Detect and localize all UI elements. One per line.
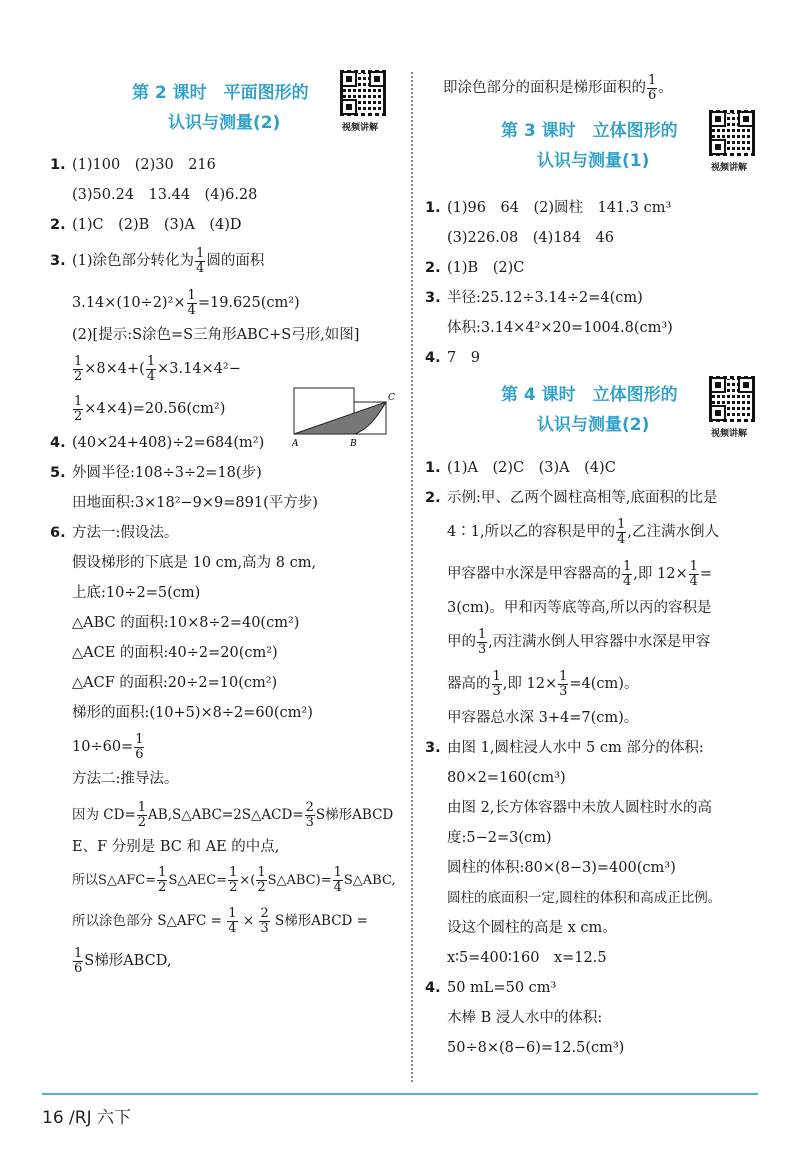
answer-line: 4∶1,所以乙的容积是甲的 $\frac{1}{4}$ ,乙注满水倒人	[447, 516, 719, 547]
answer-line: 1. (1)100 (2)30 216	[50, 157, 216, 173]
answer-line: E、F 分别是 BC 和 AE 的中点,	[72, 839, 280, 855]
answer-line: x∶5=400∶160 x=12.5	[447, 950, 607, 966]
answer-line: $\frac{1}{2}$ ×4×4)=20.56(cm²)	[74, 393, 226, 424]
answer-line: 5. 外圆半径:108÷3÷2=18(步)	[50, 465, 262, 481]
answer-line: 所以S△AFC= $\frac{1}{2}$ S△AEC= $\frac{1}{2}$ ×( $\frac{1}{2}$ S△ABC)= $\frac{1}{4}$ S△ABC,	[72, 865, 396, 895]
answer-line: 度:5−2=3(cm)	[447, 830, 552, 846]
answer-line: 2. 示例:甲、乙两个圆柱高相等,底面积的比是	[425, 490, 718, 506]
qr-label: 视频讲解	[711, 163, 748, 173]
answer-line: 甲的 $\frac{1}{3}$ ,丙注满水倒人甲容器中水深是甲容	[447, 626, 711, 657]
column-divider	[411, 72, 413, 1082]
answer-line: 甲容器中水深是甲容器高的 $\frac{1}{4}$ ,即 12× $\frac{1}{4}$ =	[447, 558, 713, 589]
answer-line: △ACF 的面积:20÷2=10(cm²)	[72, 675, 278, 691]
answer-line: △ABC 的面积:10×8÷2=40(cm²)	[72, 615, 300, 631]
left-column	[50, 60, 402, 979]
answer-line: 1. (1)96 64 (2)圆柱 141.3 cm³	[425, 200, 672, 216]
footer-rule	[42, 1093, 758, 1095]
answer-line: 由图 2,长方体容器中未放人圆柱时水的高	[447, 800, 712, 816]
answer-line: 10÷60= $\frac{1}{6}$	[72, 731, 144, 762]
lesson-2-header	[50, 60, 402, 155]
answer-line: 上底:10÷2=5(cm)	[72, 585, 201, 601]
shaded-region	[294, 402, 386, 434]
lesson-title-line2: 认识与测量(2)	[537, 415, 650, 435]
answer-line: 器高的 $\frac{1}{3}$ ,即 12× $\frac{1}{3}$ =4(cm)。	[447, 668, 639, 699]
answer-line: 因为 CD= $\frac{1}{2}$ AB,S△ABC=2S△ACD= $\frac{2}{3}$ S梯形ABCD	[72, 800, 394, 830]
answer-line: 圆柱的底面积一定,圆柱的体积和高成正比例。	[447, 890, 722, 906]
page-footer: 16 /RJ 六下	[42, 1108, 131, 1128]
answer-line: 体积:3.14×4²×20=1004.8(cm³)	[447, 320, 673, 336]
answer-line: 50÷8×(8−6)=12.5(cm³)	[447, 1040, 625, 1056]
answer-line: 木棒 B 浸人水中的体积:	[447, 1010, 603, 1026]
answer-line: △ACE 的面积:40÷2=20(cm²)	[72, 645, 278, 661]
answer-line: 圆柱的体积:80×(8−3)=400(cm³)	[447, 860, 676, 876]
qr-code-icon[interactable]	[709, 376, 755, 422]
answer-line: 4. 7 9	[425, 350, 480, 366]
answer-line: $\frac{1}{2}$ ×8×4+( $\frac{1}{4}$ ×3.14×4²−	[74, 353, 241, 384]
answer-line: 3.14×(10÷2)²× $\frac{1}{4}$ =19.625(cm²)	[72, 287, 300, 318]
qr-label: 视频讲解	[711, 429, 748, 439]
answer-line: 4. 50 mL=50 cm³	[425, 980, 557, 996]
point-b-label: B	[350, 439, 357, 448]
answer-line: (3)226.08 (4)184 46	[447, 230, 614, 246]
answer-line: 3. 半径:25.12÷3.14÷2=4(cm)	[425, 290, 643, 306]
lesson-title-line2: 认识与测量(2)	[168, 113, 281, 133]
point-a-label: A	[292, 439, 299, 448]
right-column	[425, 70, 765, 1058]
answer-line: 3. (1)涂色部分转化为 $\frac{1}{4}$ 圆的面积	[50, 245, 265, 276]
lesson-title-line2: 认识与测量(1)	[537, 151, 650, 171]
qr-label: 视频讲解	[342, 123, 379, 133]
answer-line: 1. (1)A (2)C (3)A (4)C	[425, 460, 616, 476]
lesson-3-header	[425, 110, 765, 198]
answer-line: 6. 方法一:假设法。	[50, 525, 179, 541]
lesson-title-line1: 第 4 课时 立体图形的	[501, 385, 678, 405]
answer-line: (2)[提示:S涂色=S三角形ABC+S弓形,如图]	[72, 327, 360, 343]
answer-line: 所以涂色部分 S△AFC = $\frac{1}{4}$ × $\frac{2}{3}$ S梯形ABCD =	[72, 906, 368, 936]
qr-code-icon[interactable]	[709, 110, 755, 156]
answer-line: 田地面积:3×18²−9×9=891(平方步)	[72, 495, 318, 511]
answer-line: $\frac{1}{6}$ S梯形ABCD,	[74, 945, 172, 976]
qr-code-icon[interactable]	[340, 70, 386, 116]
lesson-title-line1: 第 2 课时 平面图形的	[132, 83, 309, 103]
answer-line: 梯形的面积:(10+5)×8÷2=60(cm²)	[72, 705, 313, 721]
answer-line: (3)50.24 13.44 (4)6.28	[72, 187, 258, 203]
answer-line: 4. (40×24+408)÷2=684(m²)	[50, 435, 265, 451]
answer-line: 即涂色部分的面积是梯形面积的 $\frac{1}{6}$ 。	[443, 72, 673, 103]
answers-lesson-3	[425, 198, 765, 368]
answer-line: 甲容器总水深 3+4=7(cm)。	[447, 710, 639, 726]
answer-line: 3. 由图 1,圆柱浸人水中 5 cm 部分的体积:	[425, 740, 704, 756]
answer-line: 80×2=160(cm³)	[447, 770, 566, 786]
answer-line: 假设梯形的下底是 10 cm,高为 8 cm,	[72, 555, 317, 571]
answer-line: 2. (1)C (2)B (3)A (4)D	[50, 217, 242, 233]
point-c-label: C	[388, 393, 395, 403]
answer-line: 设这个圆柱的高是 x cm。	[447, 920, 617, 936]
lesson-title-line1: 第 3 课时 立体图形的	[501, 121, 678, 141]
trapezoid-figure	[292, 386, 402, 448]
answer-line: 方法二:推导法。	[72, 771, 179, 787]
answers-lesson-4	[425, 458, 765, 1058]
lesson-4-header	[425, 376, 765, 458]
answers-lesson-2	[50, 155, 402, 979]
answer-line: 2. (1)B (2)C	[425, 260, 525, 276]
answer-line: 3(cm)。甲和丙等底等高,所以丙的容积是	[447, 600, 712, 616]
